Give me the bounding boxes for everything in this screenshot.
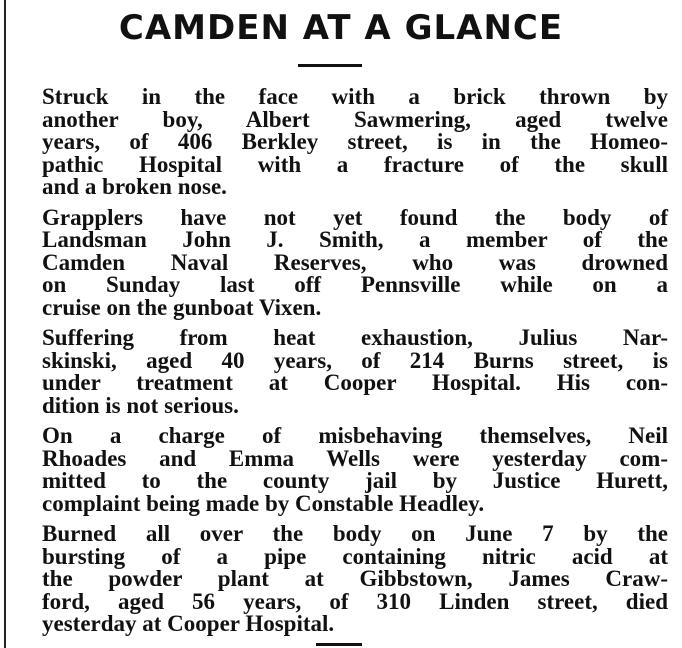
news-item-acid-burn-death	[14, 523, 668, 636]
text-line: bursting of a pipe containing nitric acid at	[42, 543, 668, 569]
text-line: Burned all over the body on June 7 by the	[42, 521, 668, 546]
text-line: years, of 406 Berkley street, is in the Homeo-	[42, 129, 668, 154]
text-line: dition is not serious.	[42, 392, 239, 418]
text-line: Rhoades and Emma Wells were yesterday com-	[42, 445, 668, 471]
text-line: the powder plant at Gibbstown, James Craw-	[42, 566, 668, 591]
text-line: Camden Naval Reserves, who was drowned	[42, 249, 668, 275]
column-rule	[4, 0, 6, 648]
text-line: Grapplers have not yet found the body of	[42, 204, 668, 230]
text-line: ford, aged 56 years, of 310 Linden street, died	[42, 588, 668, 614]
news-item-heat-exhaustion	[14, 327, 668, 417]
article-body	[14, 86, 668, 644]
text-line: and a broken nose.	[42, 174, 227, 199]
headline: CAMDEN AT A GLANCE	[118, 8, 564, 48]
text-line: under treatment at Cooper Hospital. His con-	[42, 370, 668, 395]
text-line: Suffering from heat exhaustion, Julius Nar-	[42, 325, 668, 350]
news-item-brick-injury	[14, 86, 668, 199]
text-line: skinski, aged 40 years, of 214 Burns street, is	[42, 347, 668, 373]
text-line: on Sunday last off Pennsville while on a	[42, 272, 668, 297]
text-line: cruise on the gunboat Vixen.	[42, 294, 322, 320]
news-item-drowned-reservist	[14, 204, 668, 320]
text-line: mitted to the county jail by Justice Hurett,	[42, 468, 668, 493]
text-line: Landsman John J. Smith, a member of the	[42, 227, 668, 252]
bottom-dash-divider	[316, 643, 362, 646]
text-line: pathic Hospital with a fracture of the skull	[42, 151, 668, 177]
text-line: complaint being made by Constable Headley.	[42, 490, 485, 516]
headline-dash-divider	[298, 64, 362, 67]
text-line: On a charge of misbehaving themselves, Neil	[42, 423, 668, 448]
text-line: yesterday at Cooper Hospital.	[42, 611, 335, 636]
text-line: Struck in the face with a brick thrown by	[42, 84, 668, 109]
news-item-jail-committal	[14, 425, 668, 515]
text-line: another boy, Albert Sawmering, aged twelve	[42, 106, 668, 132]
